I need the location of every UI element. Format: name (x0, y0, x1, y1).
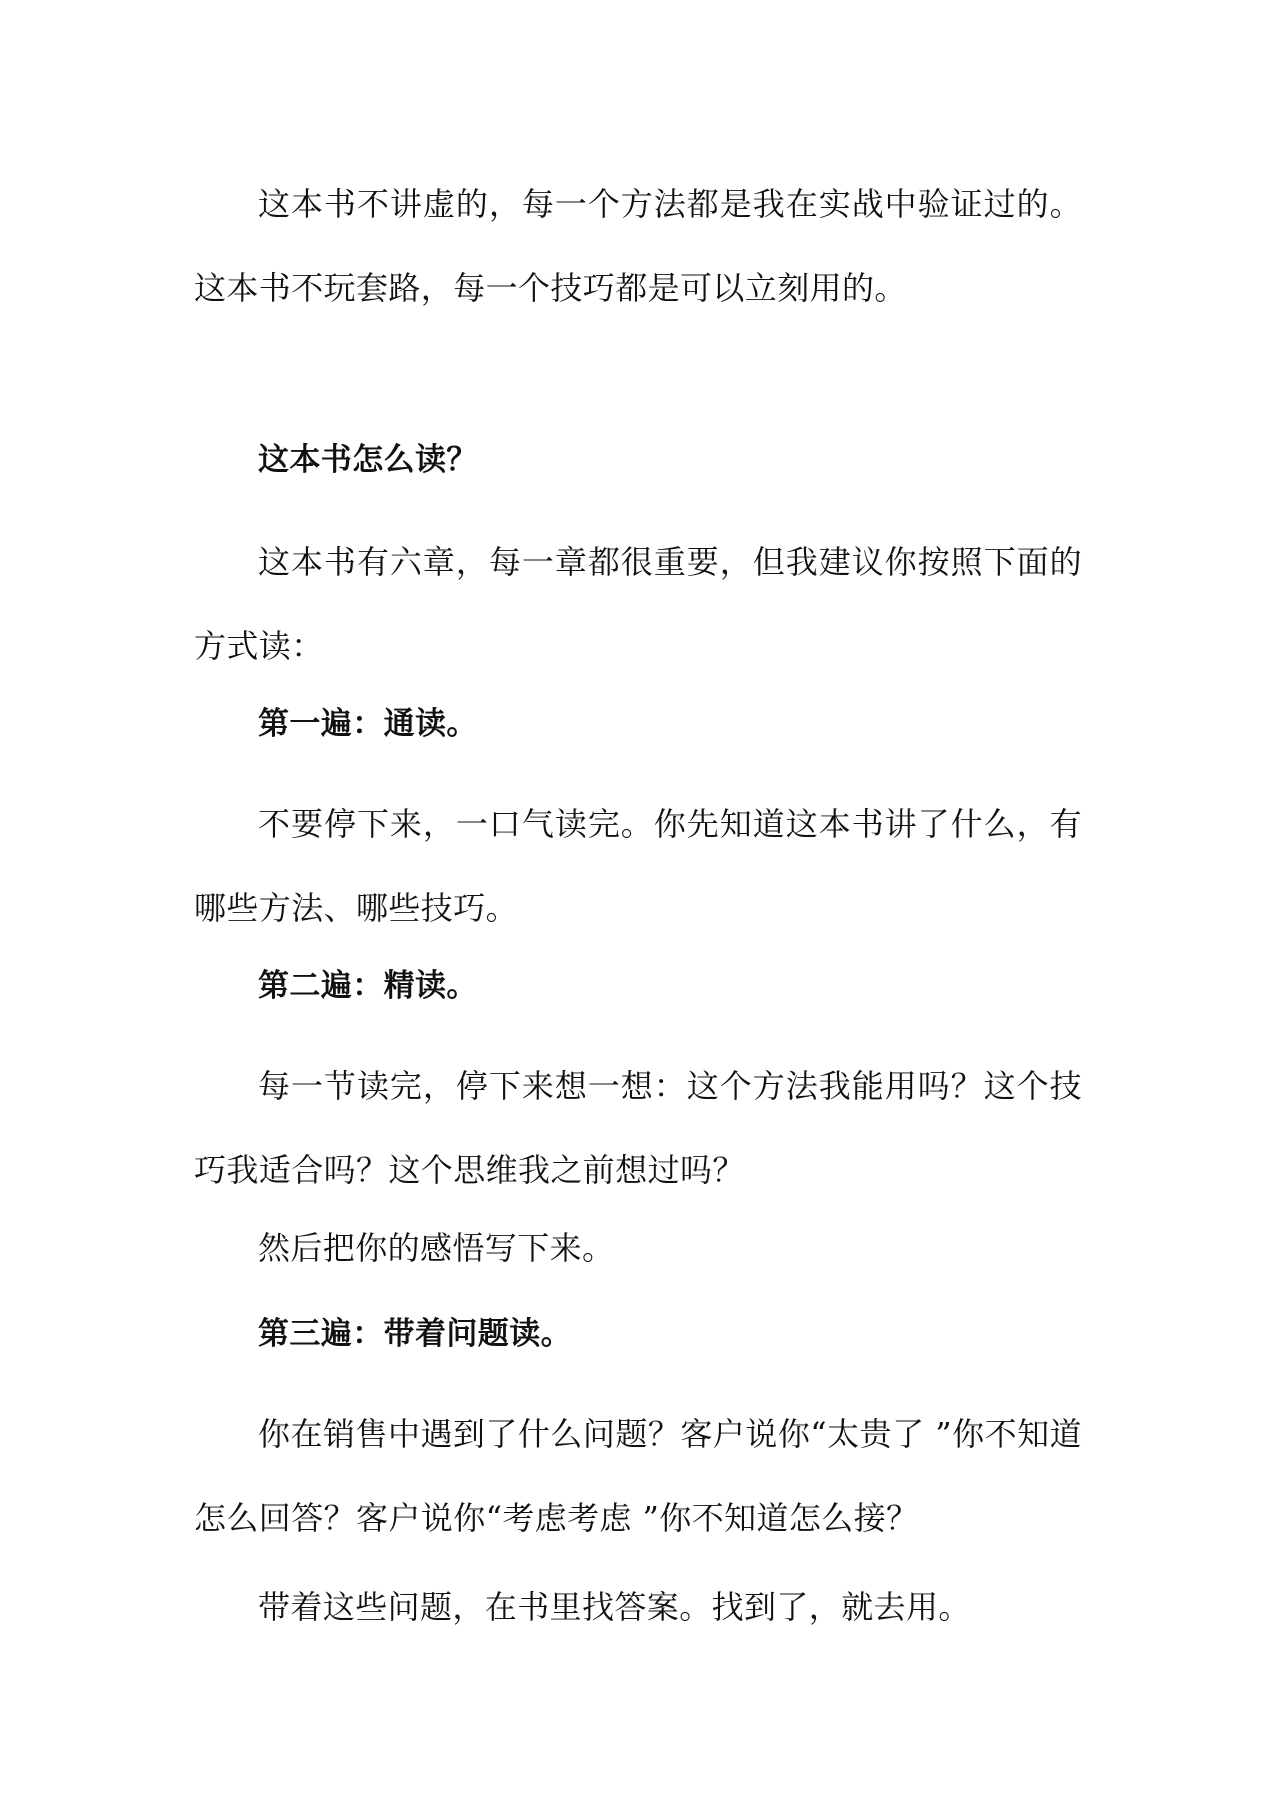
step-paragraph-second-followup: 然后把你的感悟写下来。 (258, 1229, 615, 1267)
reading-method-paragraph: 这本书有六章，每一章都很重要，但我建议你按照下面的方式读： (194, 543, 1082, 665)
intro-paragraph: 这本书不讲虚的，每一个方法都是我在实战中验证过的。这本书不玩套路，每一个技巧都是可以立刻用的。 (194, 185, 1082, 307)
step-paragraph-third: 你在销售中遇到了什么问题？客户说你“太贵了 ”你不知道怎么回答？客户说你“考虑考虑 ”你不知道怎么接？ (194, 1415, 1082, 1537)
step-heading-third: 第三遍：带着问题读。 (258, 1316, 572, 1352)
step-heading-first: 第一遍：通读。 (258, 706, 478, 742)
step-heading-second: 第二遍：精读。 (258, 968, 478, 1004)
section-heading-how-to-read: 这本书怎么读？ (258, 442, 478, 478)
step-paragraph-first: 不要停下来，一口气读完。你先知道这本书讲了什么，有哪些方法、哪些技巧。 (194, 805, 1082, 927)
step-paragraph-second: 每一节读完，停下来想一想：这个方法我能用吗？这个技巧我适合吗？这个思维我之前想过吗？ (194, 1067, 1082, 1189)
closing-paragraph: 带着这些问题，在书里找答案。找到了，就去用。 (258, 1588, 971, 1626)
